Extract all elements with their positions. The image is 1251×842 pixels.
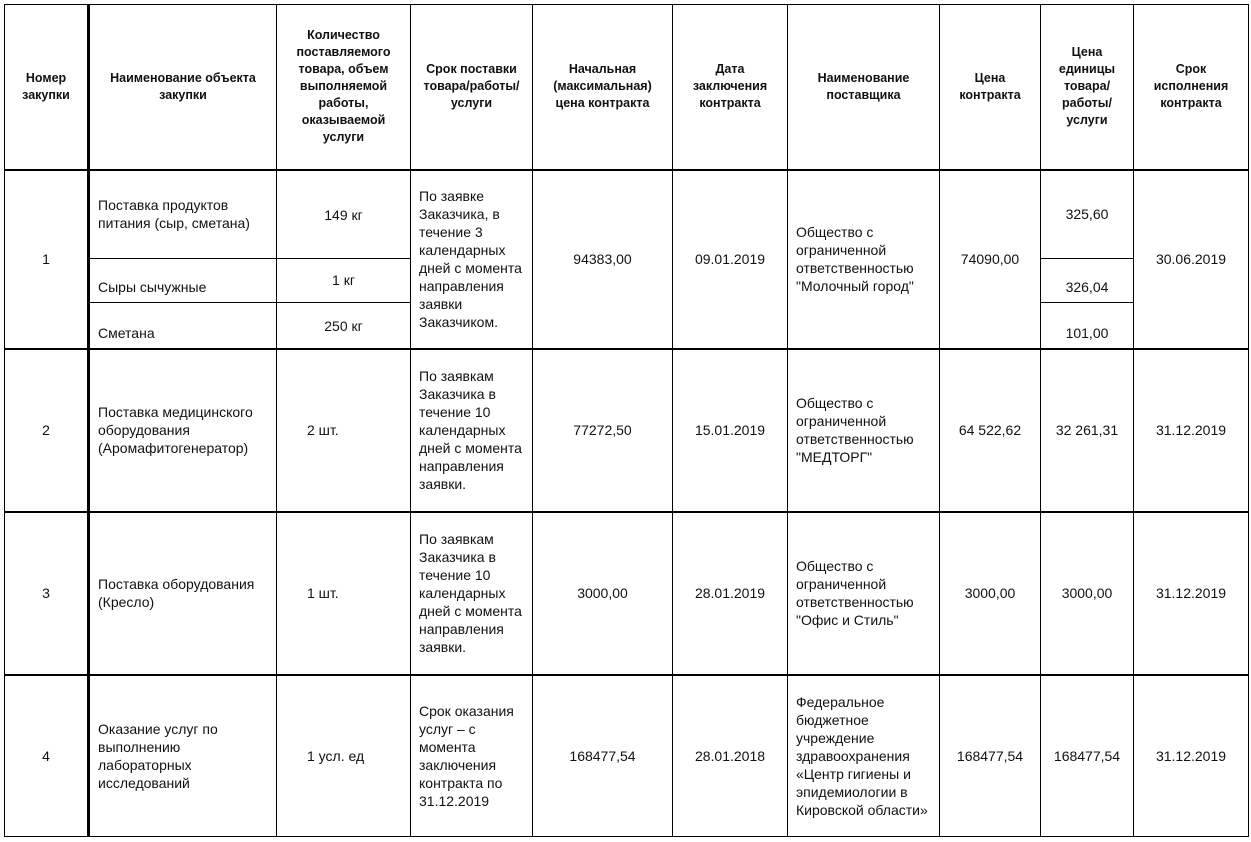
initial-price-cell: 77272,50 <box>533 349 673 512</box>
execution-term-cell: 31.12.2019 <box>1134 349 1249 512</box>
supplier-cell: Общество с ограниченной ответственностью "МЕДТОРГ" <box>788 349 940 512</box>
row-number: 4 <box>5 675 89 837</box>
object-name-cell: Оказание услуг по выполнению лабораторных исследований <box>89 675 277 837</box>
quantity-cell: 1 шт. <box>277 512 411 675</box>
header-unit-price: Цена единицы товара/ работы/ услуги <box>1041 5 1134 170</box>
row-number: 2 <box>5 349 89 512</box>
delivery-term-cell: По заявке Заказчика, в течение 3 календарных дней с момента направления заявки Заказчиком. <box>411 170 533 349</box>
contract-price-cell: 3000,00 <box>940 512 1041 675</box>
unit-price-cell: 168477,54 <box>1041 675 1134 837</box>
table-row <box>5 512 1249 675</box>
header-execution-term: Срок исполнения контракта <box>1134 5 1249 170</box>
supplier-cell: Общество с ограниченной ответственностью "Молочный город" <box>788 170 940 349</box>
procurement-table <box>4 4 1249 837</box>
contract-date-cell: 28.01.2019 <box>673 512 788 675</box>
object-name-cell: Поставка медицинского оборудования (Аромафитогенератор) <box>89 349 277 512</box>
supplier-cell: Общество с ограниченной ответственностью "Офис и Стиль" <box>788 512 940 675</box>
object-name-cell: Поставка продуктов питания (сыр, сметана) <box>89 170 277 259</box>
header-number: Номер закупки <box>5 5 89 170</box>
quantity-cell: 1 кг <box>277 259 411 303</box>
contract-price-cell: 168477,54 <box>940 675 1041 837</box>
contract-price-cell: 74090,00 <box>940 170 1041 349</box>
quantity-cell: 2 шт. <box>277 349 411 512</box>
initial-price-cell: 168477,54 <box>533 675 673 837</box>
initial-price-cell: 3000,00 <box>533 512 673 675</box>
header-contract-date: Дата заключения контракта <box>673 5 788 170</box>
header-initial-price: Начальная (максимальная) цена контракта <box>533 5 673 170</box>
quantity-cell: 149 кг <box>277 170 411 259</box>
contract-price-cell: 64 522,62 <box>940 349 1041 512</box>
unit-price-cell: 3000,00 <box>1041 512 1134 675</box>
procurement-table-wrapper <box>4 4 1249 837</box>
table-row <box>5 675 1249 837</box>
row-number: 1 <box>5 170 89 349</box>
execution-term-cell: 31.12.2019 <box>1134 512 1249 675</box>
unit-price-cell: 326,04 <box>1041 259 1134 303</box>
contract-date-cell: 15.01.2019 <box>673 349 788 512</box>
object-name-cell: Сыры сычужные <box>89 259 277 303</box>
quantity-cell: 250 кг <box>277 303 411 349</box>
initial-price-cell: 94383,00 <box>533 170 673 349</box>
row-number: 3 <box>5 512 89 675</box>
object-name-cell: Сметана <box>89 303 277 349</box>
unit-price-cell: 101,00 <box>1041 303 1134 349</box>
contract-date-cell: 09.01.2019 <box>673 170 788 349</box>
header-contract-price: Цена контракта <box>940 5 1041 170</box>
delivery-term-cell: По заявкам Заказчика в течение 10 календарных дней с момента направления заявки. <box>411 349 533 512</box>
header-supplier: Наименование поставщика <box>788 5 940 170</box>
execution-term-cell: 31.12.2019 <box>1134 675 1249 837</box>
table-row <box>5 349 1249 512</box>
delivery-term-cell: По заявкам Заказчика в течение 10 календарных дней с момента направления заявки. <box>411 512 533 675</box>
header-row <box>5 5 1249 170</box>
header-quantity: Количество поставляемого товара, объем выполняемой работы, оказываемой услуги <box>277 5 411 170</box>
header-object-name: Наименование объекта закупки <box>89 5 277 170</box>
header-delivery-term: Срок поставки товара/работы/ услуги <box>411 5 533 170</box>
object-name-cell: Поставка оборудования (Кресло) <box>89 512 277 675</box>
supplier-cell: Федеральное бюджетное учреждение здравоохранения «Центр гигиены и эпидемиологии в Кировской области» <box>788 675 940 837</box>
contract-date-cell: 28.01.2018 <box>673 675 788 837</box>
delivery-term-cell: Срок оказания услуг – с момента заключения контракта по 31.12.2019 <box>411 675 533 837</box>
table-row <box>5 170 1249 259</box>
unit-price-cell: 32 261,31 <box>1041 349 1134 512</box>
execution-term-cell: 30.06.2019 <box>1134 170 1249 349</box>
unit-price-cell: 325,60 <box>1041 170 1134 259</box>
quantity-cell: 1 усл. ед <box>277 675 411 837</box>
